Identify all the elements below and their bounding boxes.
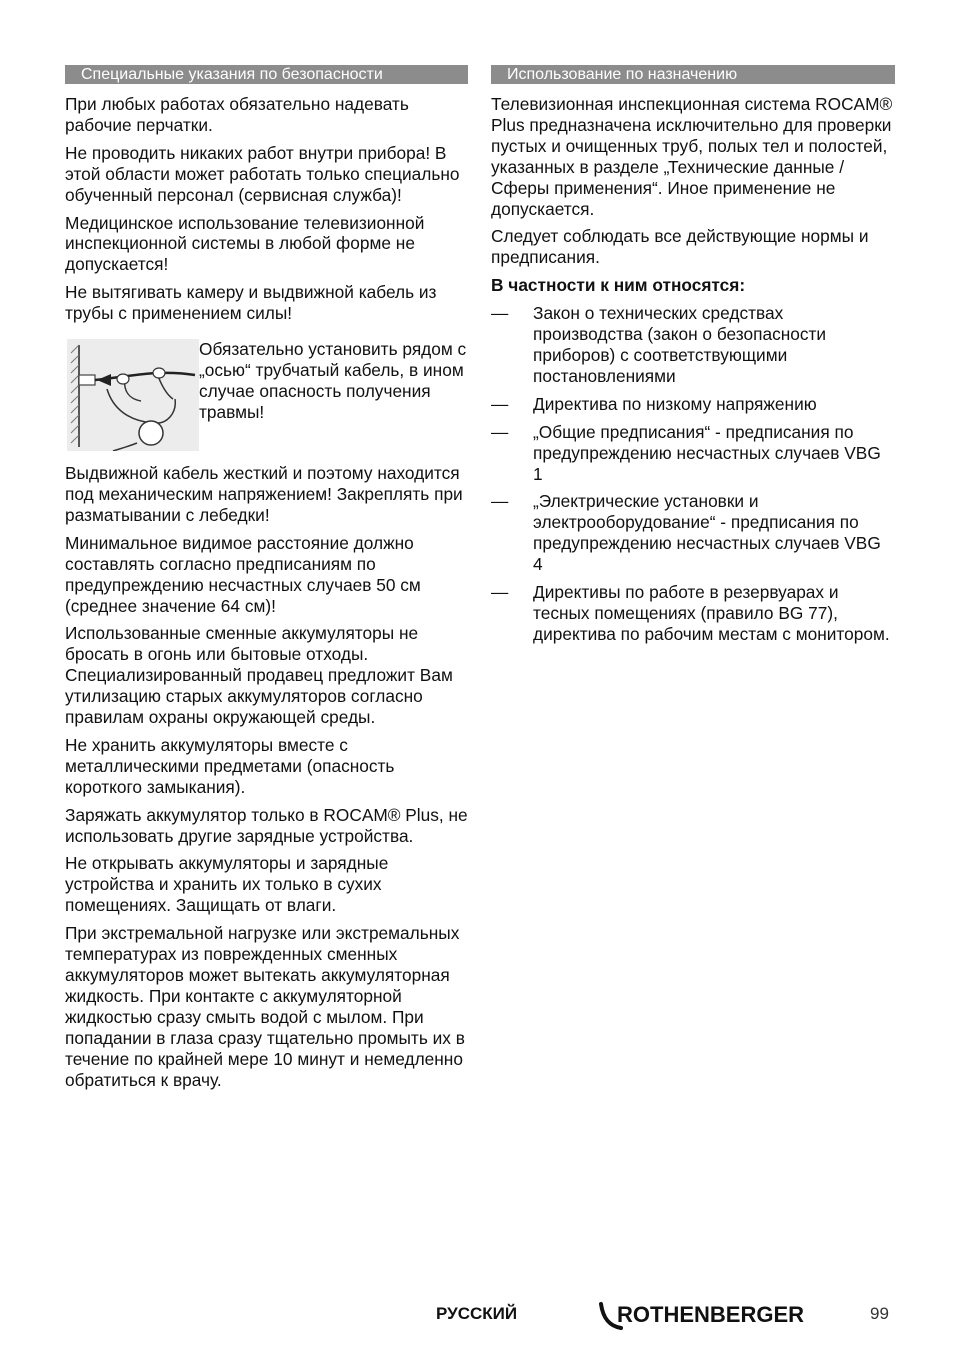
right-column: [491, 65, 895, 652]
rothenberger-logo: [595, 1298, 845, 1332]
figure-caption: Обязательно установить рядом с „осью“ трубчатый кабель, в ином случае опасность получения травмы!: [199, 339, 467, 422]
list-item: [491, 303, 895, 387]
warning-figure-block: [65, 339, 468, 451]
paragraph: Не хранить аккумуляторы вместе с металлическими предметами (опасность короткого замыкания).: [65, 734, 395, 797]
dash-marker: —: [491, 421, 509, 442]
paragraph: При любых работах обязательно надевать рабочие перчатки.: [65, 94, 409, 135]
paragraph: Использованные сменные аккумуляторы не бросать в огонь или бытовые отходы. Специализированный продавец предложит Вам утилизацию старых аккумуляторов согласно правилам охраны окружающей среды.: [65, 623, 453, 728]
page-number: 99: [870, 1304, 889, 1323]
paragraph: Следует соблюдать все действующие нормы и предписания.: [491, 226, 869, 268]
list-intro: В частности к ним относятся:: [491, 275, 746, 296]
dash-marker: —: [491, 491, 509, 512]
paragraph: Не проводить никаких работ внутри прибора! В этой области может работать только специально обученный персонал (сервисная служба)!: [65, 142, 460, 205]
page-footer: [0, 1296, 954, 1336]
dash-marker: —: [491, 303, 509, 324]
list-item-text: Закон о технических средствах производства (закон о безопасности приборов) с соответствующими постановлениями: [533, 303, 827, 386]
left-column: [65, 65, 468, 1097]
dash-marker: —: [491, 582, 509, 603]
paragraph: Заряжать аккумулятор только в ROCAM® Plus, не использовать другие зарядные устройства.: [65, 804, 468, 846]
paragraph: При экстремальной нагрузке или экстремальных температурах из поврежденных сменных аккумуляторов может вытекать аккумуляторная жидкость. При контакте с аккумуляторной жидкостью сразу смыть водой с мылом. При попадании в глаза сразу тщательно промыть их в течение по крайней мере 10 минут и немедленно обратиться к врачу.: [65, 923, 465, 1090]
list-item: [491, 422, 895, 485]
paragraph: Не открывать аккумуляторы и зарядные устройства и хранить их только в сухих помещениях. Защищать от влаги.: [65, 853, 389, 916]
dash-marker: —: [491, 393, 509, 414]
list-item: [491, 491, 895, 575]
paragraph: Не вытягивать камеру и выдвижной кабель из трубы с применением силы!: [65, 282, 437, 324]
list-item: [491, 394, 895, 415]
list-item-text: Директивы по работе в резервуарах и тесных помещениях (правило BG 77), директива по рабочим местам с монитором.: [533, 582, 890, 644]
cable-pulling-illustration: [67, 339, 199, 451]
regulations-list: [491, 303, 895, 645]
paragraph: Выдвижной кабель жесткий и поэтому находится под механическим напряжением! Закреплять при разматывании с лебедки!: [65, 463, 463, 525]
brand-wordmark: ROTHENBERGER: [617, 1302, 805, 1327]
intended-use-section-header: Использование по назначению: [491, 65, 895, 84]
list-item-text: „Общие предписания“ - предписания по предупреждению несчастных случаев VBG 1: [533, 421, 881, 484]
language-label: РУССКИЙ: [436, 1304, 518, 1323]
paragraph: Минимальное видимое расстояние должно составлять согласно предписаниям по предупреждению несчастных случаев 50 см (среднее значение 64 см)!: [65, 532, 421, 616]
safety-section-header: Специальные указания по безопасности: [65, 65, 468, 84]
paragraph: Медицинское использование телевизионной инспекционной системы в любой форме не допускается!: [65, 212, 425, 275]
list-item-text: „Электрические установки и электрооборудование“ - предписания по предупреждению несчастных случаев VBG 4: [533, 491, 881, 575]
paragraph: Телевизионная инспекционная система ROCAM® Plus предназначена исключительно для проверки пустых и очищенных труб, полых тел и полостей, указанных в разделе „Технические данные / Сферы применения“. Иное применение не допускается.: [491, 94, 893, 219]
list-item-text: Директива по низкому напряжению: [533, 393, 817, 414]
list-item: [491, 582, 895, 645]
